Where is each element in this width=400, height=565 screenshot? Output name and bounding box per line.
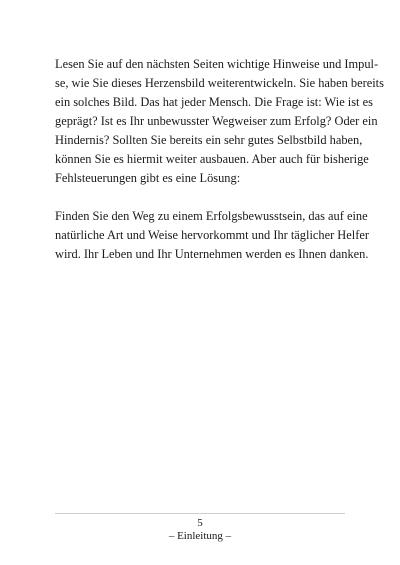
text-line: geprägt? Ist es Ihr unbewusster Wegweiser zum Erfolg? Oder ein [55,114,378,128]
text-line: Fehlsteuerungen gibt es eine Lösung: [55,171,241,185]
paragraph-spacer [55,188,345,207]
text-line: wird. Ihr Leben und Ihr Unternehmen werden es Ihnen danken. [55,247,369,261]
text-line: Finden Sie den Weg zu einem Erfolgsbewusstsein, das auf eine [55,209,368,223]
chapter-label: – Einleitung – [168,530,232,542]
footer-divider [55,513,345,514]
body-text [55,55,384,264]
text-line: ein solches Bild. Das hat jeder Mensch. Die Frage ist: Wie ist es [55,95,373,109]
text-line: Hindernis? Sollten Sie bereits ein sehr gutes Selbstbild haben, [55,133,363,147]
paragraph [55,55,384,188]
text-line: Lesen Sie auf den nächsten Seiten wichtige Hinweise und Impul- [55,57,379,71]
text-line: können Sie es hiermit weiter ausbauen. Aber auch für bisherige [55,152,369,166]
text-line: se, wie Sie dieses Herzensbild weiterentwickeln. Sie haben bereits [55,76,384,90]
paragraph [55,207,369,264]
page-number: 5 [197,517,203,529]
text-line: natürliche Art und Weise hervorkommt und Ihr täglicher Helfer [55,228,369,242]
